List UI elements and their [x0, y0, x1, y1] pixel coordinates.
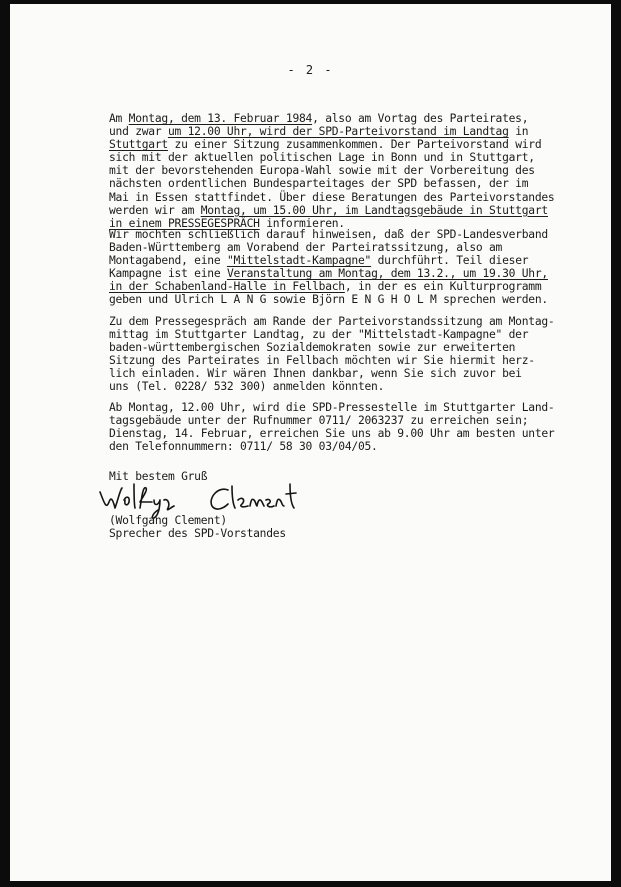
text-line [109, 354, 594, 367]
text-segment: Am [109, 112, 129, 125]
text-segment: und zwar [109, 125, 168, 139]
underlined-text: Montag, dem 13. Februar 1984 [128, 112, 313, 125]
text-line [109, 254, 594, 267]
text-line [109, 177, 594, 190]
text-segment: Zu dem Pressegespräch am Rande der Parteivorstandssitzung am Montag- [109, 315, 555, 328]
text-segment: Kampagne ist eine [109, 267, 227, 281]
letter-page [10, 4, 611, 881]
text-segment: zu einer Sitzung zusammenkommen. Der Parteivorstand wird [167, 138, 542, 152]
text-segment: Wir möchten schließlich darauf hinweisen, daß der SPD-Landesverband [109, 228, 548, 241]
text-segment: Mai in Essen stattfindet. Über diese Beratungen des Parteivorstandes [109, 190, 555, 204]
text-line [109, 241, 594, 254]
text-segment: Montagabend, eine [109, 254, 227, 268]
text-line [109, 427, 594, 440]
text-line [109, 414, 594, 427]
text-line [109, 293, 594, 306]
text-line [109, 164, 594, 177]
text-line [109, 328, 594, 341]
text-segment: sich mit der aktuellen politischen Lage in Bonn und in Stuttgart, [109, 151, 535, 165]
text-segment: mittag im Stuttgarter Landtag, zu der "Mittelstadt-Kampagne" der [109, 328, 529, 342]
text-line [109, 401, 594, 414]
underlined-text: in einem PRESSEGESPRÄCH [109, 216, 260, 230]
underlined-text: "Mittelstadt-Kampagne" [226, 254, 372, 268]
text-segment: nächsten ordentlichen Bundesparteitages der SPD befassen, der im [109, 177, 529, 191]
text-segment: , in der es ein Kulturprogramm [344, 280, 542, 294]
signer-title: Sprecher des SPD-Vorstandes [109, 527, 286, 541]
text-segment: werden wir am [109, 203, 201, 217]
text-line [109, 125, 594, 138]
text-line [109, 151, 594, 164]
text-segment: Sitzung des Parteirates in Fellbach möchten wir Sie hiermit herz- [109, 354, 535, 368]
text-segment: informieren. [259, 216, 345, 230]
text-line [109, 440, 594, 453]
text-line [109, 112, 594, 125]
underlined-text: Veranstaltung am Montag, dem 13.2., um 19.30 Uhr, [226, 267, 548, 281]
text-segment: tagsgebäude unter der Rufnummer 0711/ 2063237 zu erreichen sein; [109, 414, 529, 428]
text-line [109, 228, 594, 241]
text-segment: Ab Montag, 12.00 Uhr, wird die SPD-Pressestelle im Stuttgarter Land- [109, 401, 555, 414]
text-segment: baden-württembergischen Sozialdemokraten sowie zur erweiterten [109, 341, 516, 355]
page-number: - 2 - [287, 63, 334, 77]
paragraph-board-meeting [109, 112, 594, 230]
text-line [109, 191, 594, 204]
paragraph-mittelstadt-campaign [109, 228, 594, 307]
text-segment: Dienstag, 14. Februar, erreichen Sie uns ab 9.00 Uhr am besten unter [109, 427, 555, 441]
text-line [109, 341, 594, 354]
text-segment: lich einladen. Wir wären Ihnen dankbar, wenn Sie sich zuvor bei [109, 367, 522, 381]
text-line [109, 380, 594, 393]
text-segment: den Telefonnummern: 0711/ 58 30 03/04/05. [109, 440, 378, 454]
underlined-text: in der Schabenland-Halle in Fellbach [109, 280, 345, 294]
text-segment: mit der bevorstehenden Europa-Wahl sowie mit der Vorbereitung des [109, 164, 535, 178]
underlined-text: Stuttgart [109, 138, 168, 152]
text-segment: durchführt. Teil dieser [371, 254, 529, 268]
text-segment: , also am Vortag des Parteirates, [312, 112, 529, 125]
text-line [109, 204, 594, 217]
underlined-text: um 12.00 Uhr, wird der SPD-Parteivorstand im Landtag [167, 125, 509, 139]
underlined-text: Montag, um 15.00 Uhr, im Landtagsgebäude in Stuttgart [200, 203, 548, 217]
text-line [109, 280, 594, 293]
text-line [109, 315, 594, 328]
closing-greeting: Mit bestem Gruß [109, 470, 208, 483]
text-segment: Baden-Württemberg am Vorabend der Parteiratssitzung, also am [109, 241, 503, 255]
text-line [109, 138, 594, 151]
text-segment: geben und Ulrich L A N G sowie Björn E N G H O L M sprechen werden. [109, 293, 548, 307]
text-segment: in [508, 125, 529, 139]
signature-block [109, 514, 286, 540]
signer-name: (Wolfgang Clement) [109, 514, 227, 527]
text-line [109, 367, 594, 380]
paragraph-press-office [109, 401, 594, 453]
text-segment: uns (Tel. 0228/ 532 300) anmelden könnten. [109, 380, 385, 394]
paragraph-invitation [109, 315, 594, 394]
text-line [109, 267, 594, 280]
